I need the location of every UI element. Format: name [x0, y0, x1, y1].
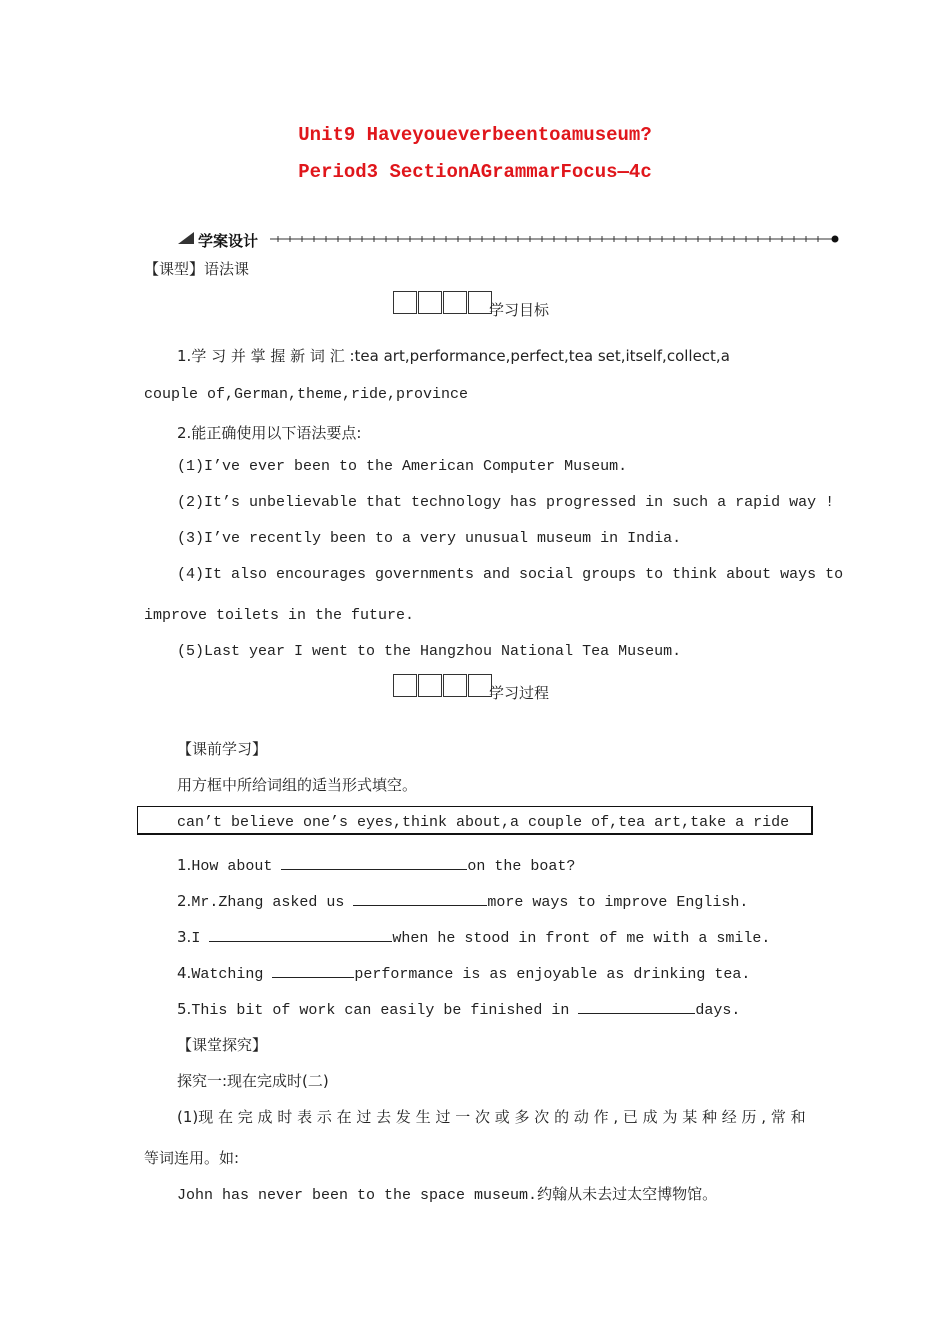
process-heading: 学习过程 [489, 684, 550, 702]
question-5: 5.This bit of work can easily be finished in days. [177, 1000, 741, 1019]
question-4: 4.Watching performance is as enjoyable as drinking tea. [177, 964, 751, 983]
objective-item-1-cont: couple of,German,theme,ride,province [144, 386, 469, 403]
objective-item-2: 2.能正确使用以下语法要点: [177, 424, 362, 442]
question-1: 1.How about on the boat? [177, 856, 576, 875]
heading-boxes [393, 291, 493, 314]
heading-boxes [393, 674, 493, 697]
unit-title: Unit9 Haveyoueverbeentoamuseum? [298, 124, 652, 146]
explore-topic-1: 探究一:现在完成时(二) [177, 1072, 329, 1090]
answer-blank[interactable] [353, 891, 487, 906]
grammar-point-3: (3)I’ve recently been to a very unusual museum in India. [177, 530, 682, 547]
section-header-label: 学案设计 [198, 232, 259, 250]
pre-study-heading: 【课前学习】 [177, 740, 268, 758]
grammar-point-5: (5)Last year I went to the Hangzhou National Tea Museum. [177, 643, 682, 660]
class-explore-heading: 【课堂探究】 [177, 1036, 268, 1054]
answer-blank[interactable] [281, 855, 467, 870]
objective-item-1: 1.学 习 并 掌 握 新 词 汇 :tea art,performance,perfect,tea set,itself,collect,a [177, 347, 730, 365]
explore-paragraph-1: (1)现 在 完 成 时 表 示 在 过 去 发 生 过 一 次 或 多 次 的 动 作 , 已 成 为 某 种 经 历 , 常 和 [177, 1108, 806, 1126]
pre-study-instruction: 用方框中所给词组的适当形式填空。 [177, 776, 418, 794]
answer-blank[interactable] [578, 999, 695, 1014]
answer-blank[interactable] [272, 963, 354, 978]
question-3: 3.I when he stood in front of me with a smile. [177, 928, 771, 947]
section-header-bar [178, 228, 840, 250]
grammar-point-2: (2)It’s unbelievable that technology has progressed in such a rapid way ! [177, 494, 835, 511]
example-sentence: John has never been to the space museum.约翰从未去过太空博物馆。 [177, 1185, 718, 1204]
grammar-point-1: (1)I’ve ever been to the American Computer Museum. [177, 458, 628, 475]
triangle-icon [178, 232, 194, 244]
period-title: Period3 SectionAGrammarFocus—4c [298, 161, 652, 183]
phrase-box-text: can’t believe one’s eyes,think about,a couple of,tea art,take a ride [177, 814, 790, 831]
question-2: 2.Mr.Zhang asked us more ways to improve English. [177, 892, 749, 911]
grammar-point-4-cont: improve toilets in the future. [144, 607, 415, 624]
explore-paragraph-1-cont: 等词连用。如: [144, 1149, 240, 1167]
objectives-heading: 学习目标 [489, 301, 550, 319]
lesson-type: 【课型】语法课 [144, 260, 250, 278]
answer-blank[interactable] [209, 927, 392, 942]
grammar-point-4: (4)It also encourages governments and social groups to think about ways to [177, 566, 844, 583]
